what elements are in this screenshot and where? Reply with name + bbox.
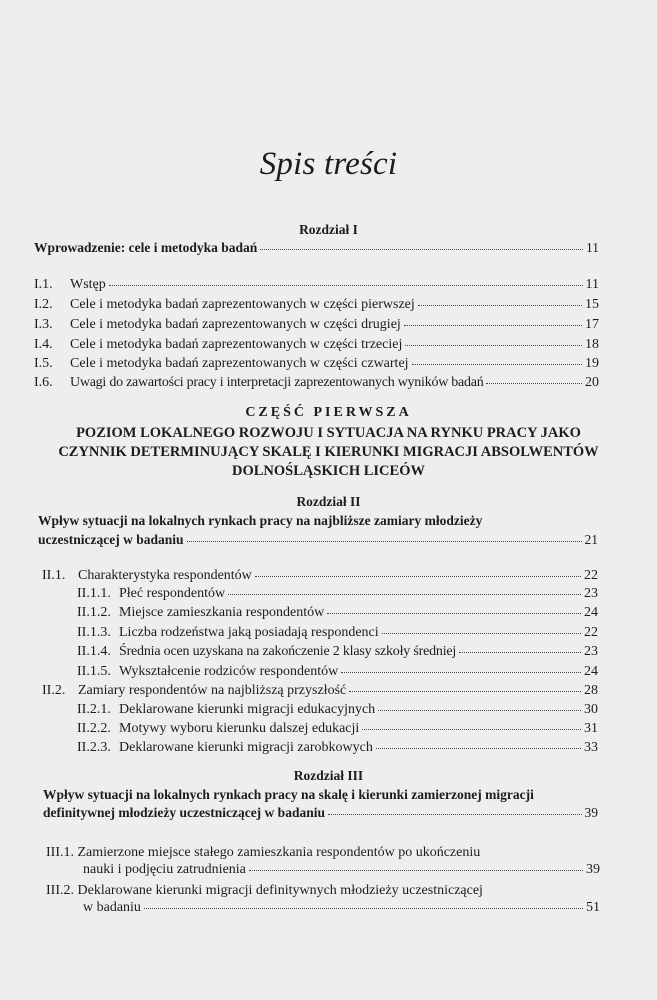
entry-text: Wstęp: [70, 277, 106, 292]
entry-text: Motywy wyboru kierunku dalszej edukacji: [119, 721, 360, 736]
leader-dots: [418, 305, 582, 306]
entry-number: II.1.1.: [77, 586, 111, 601]
entry-text: Zamiary respondentów na najbliższą przyszłość: [78, 683, 347, 698]
chapter-3-title-entry[interactable]: [43, 805, 598, 821]
leader-dots: [228, 594, 581, 595]
entry-page: 23: [584, 586, 598, 601]
entry-number: II.2.3.: [77, 740, 111, 755]
entry-number: II.1.5.: [77, 664, 111, 679]
chapter-3-label: Rozdział III: [293, 768, 364, 783]
entry-text: Wykształcenie rodziców respondentów: [119, 664, 339, 679]
entry-number: III.1.: [46, 845, 74, 860]
leader-dots: [459, 652, 581, 653]
entry-text-line: Deklarowane kierunki migracji definitywnych młodzieży uczestniczącej: [77, 883, 483, 898]
entry-text: Cele i metodyka badań zaprezentowanych w części czwartej: [70, 356, 409, 371]
toc-entry-II-1-1[interactable]: [77, 586, 598, 602]
entry-number: I.5.: [34, 356, 53, 371]
entry-text: Deklarowane kierunki migracji edukacyjnych: [119, 702, 376, 717]
entry-text: Cele i metodyka badań zaprezentowanych w części pierwszej: [70, 297, 415, 312]
leader-dots: [255, 576, 581, 577]
leader-dots: [405, 345, 582, 346]
page-title: Spis treści: [259, 146, 398, 182]
toc-entry-II-1-2[interactable]: [77, 605, 598, 621]
entry-text: Liczba rodzeństwa jaką posiadają respondenci: [119, 625, 379, 640]
entry-text: Cele i metodyka badań zaprezentowanych w części trzeciej: [70, 337, 403, 352]
part-1-title-line: DOLNOŚLĄSKICH LICEÓW: [232, 463, 425, 479]
entry-page: 19: [585, 356, 599, 371]
toc-entry-II-1-4[interactable]: [77, 644, 598, 660]
toc-entry-III-2-cont[interactable]: [83, 900, 600, 916]
leader-dots: [187, 541, 582, 542]
toc-entry-I-6[interactable]: [34, 375, 599, 391]
entry-text: Deklarowane kierunki migracji zarobkowych: [119, 740, 373, 755]
toc-entry-I-1[interactable]: [34, 277, 599, 293]
chapter-1-title: Wprowadzenie: cele i metodyka badań: [34, 240, 258, 255]
entry-number: II.1.4.: [77, 644, 111, 659]
entry-number: I.3.: [34, 317, 53, 332]
entry-page: 17: [585, 317, 599, 332]
entry-number: I.2.: [34, 297, 53, 312]
chapter-1-label: Rozdział I: [299, 222, 358, 237]
leader-dots: [404, 325, 582, 326]
entry-number: II.2.1.: [77, 702, 111, 717]
chapter-2-title-line: uczestniczącej w badaniu: [38, 532, 184, 547]
part-1-title-line: CZYNNIK DETERMINUJĄCY SKALĘ I KIERUNKI MIGRACJI ABSOLWENTÓW: [58, 444, 599, 460]
chapter-3-title[interactable]: [43, 786, 534, 804]
entry-text: Charakterystyka respondentów: [78, 568, 252, 583]
entry-page: 31: [584, 721, 598, 736]
toc-entry-II-2-1[interactable]: [77, 702, 598, 718]
entry-number: II.2.: [42, 683, 66, 698]
leader-dots: [260, 249, 583, 250]
chapter-1-page: 11: [586, 240, 599, 255]
entry-text: Miejsce zamieszkania respondentów: [119, 605, 325, 620]
part-1-label: CZĘŚĆ PIERWSZA: [245, 405, 412, 420]
leader-dots: [328, 814, 582, 815]
entry-page: 20: [585, 375, 599, 390]
chapter-2-page: 21: [584, 532, 598, 547]
leader-dots: [349, 691, 581, 692]
entry-number: I.4.: [34, 337, 53, 352]
leader-dots: [144, 908, 583, 909]
chapter-2-title-entry[interactable]: [38, 532, 598, 548]
chapter-3-title-line: definitywnej młodzieży uczestniczącej w badaniu: [43, 805, 325, 820]
toc-entry-I-5[interactable]: [34, 356, 599, 372]
chapter-1-title-entry[interactable]: [34, 240, 599, 256]
leader-dots: [362, 729, 581, 730]
entry-text: Średnia ocen uzyskana na zakończenie 2 klasy szkoły średniej: [119, 644, 457, 659]
part-1-title-line: POZIOM LOKALNEGO ROZWOJU I SYTUACJA NA RYNKU PRACY JAKO: [76, 425, 581, 441]
entry-number: I.1.: [34, 277, 53, 292]
entry-page: 28: [584, 683, 598, 698]
entry-page: 22: [584, 568, 598, 583]
entry-page: 15: [585, 297, 599, 312]
leader-dots: [382, 633, 581, 634]
toc-entry-II-2-2[interactable]: [77, 721, 598, 737]
entry-number: III.2.: [46, 883, 74, 898]
leader-dots: [327, 613, 581, 614]
entry-page: 23: [584, 644, 598, 659]
leader-dots: [341, 672, 581, 673]
toc-entry-I-3[interactable]: [34, 317, 599, 333]
entry-page: 24: [584, 605, 598, 620]
chapter-2-title-line: Wpływ sytuacji na lokalnych rynkach pracy na najbliższe zamiary młodzieży: [38, 513, 483, 528]
toc-entry-I-4[interactable]: [34, 337, 599, 353]
entry-number: II.1.3.: [77, 625, 111, 640]
leader-dots: [249, 870, 583, 871]
toc-entry-III-1[interactable]: [46, 843, 480, 862]
part-1-title: [0, 424, 657, 481]
entry-page: 24: [584, 664, 598, 679]
leader-dots: [412, 364, 582, 365]
entry-page: 11: [585, 277, 599, 292]
chapter-2-title[interactable]: [38, 512, 482, 530]
toc-entry-III-2[interactable]: [46, 881, 483, 900]
toc-entry-II-2[interactable]: [42, 683, 598, 699]
entry-text: Cele i metodyka badań zaprezentowanych w części drugiej: [70, 317, 401, 332]
entry-number: II.1.: [42, 568, 66, 583]
entry-text: Uwagi do zawartości pracy i interpretacji zaprezentowanych wyników badań: [70, 375, 484, 390]
chapter-3-page: 39: [584, 805, 598, 820]
entry-page: 51: [586, 900, 600, 915]
entry-text-line: Zamierzone miejsce stałego zamieszkania respondentów po ukończeniu: [77, 845, 481, 860]
chapter-3-title-line: Wpływ sytuacji na lokalnych rynkach pracy na skalę i kierunki zamierzonej migracji: [43, 787, 534, 802]
entry-text-line: w badaniu: [83, 900, 141, 915]
toc-entry-II-1[interactable]: [42, 568, 598, 584]
entry-page: 39: [586, 862, 600, 877]
entry-text-line: nauki i podjęciu zatrudnienia: [83, 862, 246, 877]
toc-entry-I-2[interactable]: [34, 297, 599, 313]
leader-dots: [378, 710, 581, 711]
entry-number: II.2.2.: [77, 721, 111, 736]
toc-entry-II-1-5[interactable]: [77, 664, 598, 680]
toc-entry-III-1-cont[interactable]: [83, 862, 600, 878]
leader-dots: [109, 285, 583, 286]
entry-page: 22: [584, 625, 598, 640]
leader-dots: [486, 383, 582, 384]
toc-entry-II-2-3[interactable]: [77, 740, 598, 756]
entry-number: II.1.2.: [77, 605, 111, 620]
entry-page: 33: [584, 740, 598, 755]
entry-page: 30: [584, 702, 598, 717]
leader-dots: [376, 748, 581, 749]
entry-page: 18: [585, 337, 599, 352]
toc-entry-II-1-3[interactable]: [77, 625, 598, 641]
entry-number: I.6.: [34, 375, 53, 390]
chapter-2-label: Rozdział II: [296, 494, 361, 509]
entry-text: Płeć respondentów: [119, 586, 226, 601]
